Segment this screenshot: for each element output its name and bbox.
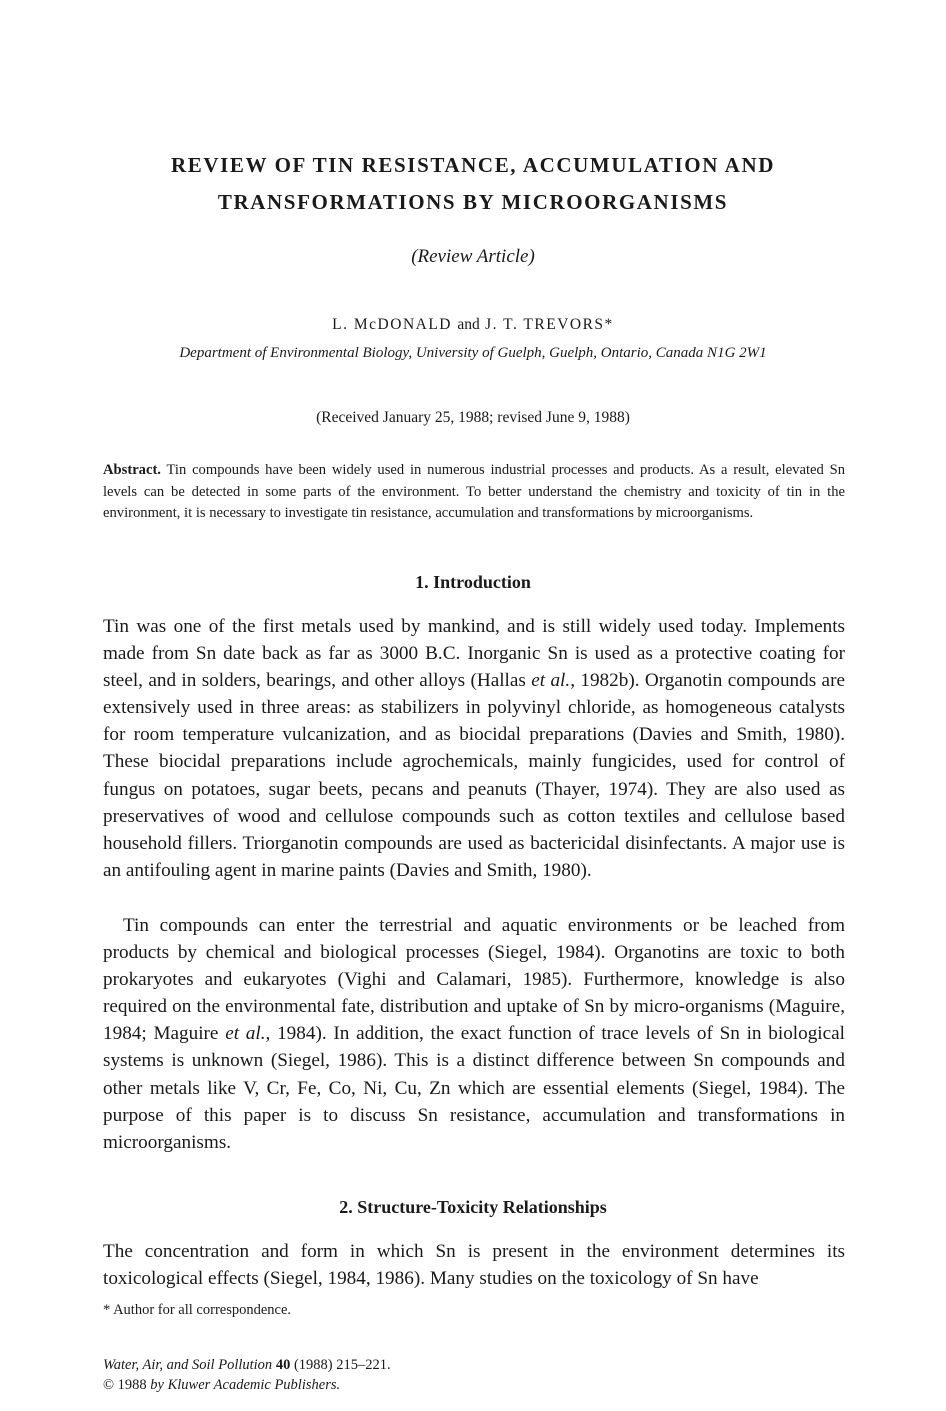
intro-p1-text-a: Tin was one of the first metals used by mankind, and is still widely used today. Implements made from Sn date back as far as 3000 B.C. Inorganic Sn is used as a protective coating for steel, and in solders, bearings, and other alloys (Hallas <box>103 616 845 692</box>
journal-name: Water, Air, and Soil Pollution <box>103 1357 273 1373</box>
journal-citation <box>103 1355 391 1395</box>
title-line-2: TRANSFORMATIONS BY MICROORGANISMS <box>217 190 729 214</box>
intro-p2-text-b: , 1984). In addition, the exact function of trace levels of Sn in biological systems is unknown (Siegel, 1986). This is a distinct difference between Sn compounds and other metals like V, Cr, Fe, Co, Ni, Cu, Zn which are essential elements (Siegel, 1984). The purpose of this paper is to discuss Sn resistance, accumulation and transformations in microorganisms. <box>103 1023 845 1153</box>
abstract <box>103 460 845 525</box>
intro-p2-etal: et al. <box>225 1023 266 1045</box>
intro-p1-text-b: , 1982b). Organotin compounds are extensively used in three areas: as stabilizers in polyvinyl chloride, as homogeneous catalysts for room temperature vulcanization, and as biocidal preparations (Davies and Smith, 1980). These biocidal preparations include agrochemicals, mainly fungicides, used for control of fungus on potatoes, sugar beets, pecans and peanuts (Thayer, 1974). They are also used as preservatives of wood and cellulose compounds such as cotton textiles and cellulose based household fillers. Triorganotin compounds are used as bactericidal disinfectants. A major use is an antifouling agent in marine paints (Davies and Smith, 1980). <box>103 670 845 881</box>
abstract-text: Tin compounds have been widely used in numerous industrial processes and products. As a result, elevated Sn levels can be detected in some parts of the environment. To better understand the chemistry and toxicity of tin in the environment, it is necessary to investigate tin resistance, accumulation and transformations by microorganisms. <box>103 462 845 522</box>
intro-p2-text-a: Tin compounds can enter the terrestrial and aquatic environments or be leached from products by chemical and biological processes (Siegel, 1984). Organotins are toxic to both prokaryotes and eukaryotes (Vighi and Calamari, 1985). Furthermore, knowledge is also required on the environmental fate, distribution and uptake of Sn by micro-organisms (Maguire, 1984; Maguire <box>103 915 845 1045</box>
journal-year-pages: (1988) 215–221. <box>290 1357 391 1373</box>
footnote: * Author for all correspondence. <box>103 1302 292 1318</box>
intro-p1-etal: et al. <box>531 670 571 692</box>
journal-line <box>103 1355 391 1375</box>
intro-paragraph-2 <box>103 912 845 1156</box>
section-heading-structure-toxicity: 2. Structure-Toxicity Relationships <box>339 1197 607 1217</box>
journal-volume: 40 <box>275 1357 291 1373</box>
copyright-line <box>103 1375 391 1395</box>
received-dates: (Received January 25, 1988; revised June 9, 1988) <box>316 409 630 426</box>
abstract-label: Abstract. <box>103 462 161 478</box>
publisher: by Kluwer Academic Publishers. <box>150 1377 341 1393</box>
intro-paragraph-1 <box>103 613 845 884</box>
authors <box>0 316 946 334</box>
author-1: L. McDONALD <box>332 316 452 333</box>
structure-paragraph-1: The concentration and form in which Sn is present in the environment determines its toxicological effects (Siegel, 1984, 1986). Many studies on the toxicology of Sn have <box>103 1241 845 1290</box>
article-type: (Review Article) <box>411 246 535 267</box>
section-heading-introduction: 1. Introduction <box>415 572 531 592</box>
affiliation: Department of Environmental Biology, University of Guelph, Guelph, Ontario, Canada N1G 2W1 <box>179 345 767 361</box>
author-and: and <box>457 316 480 333</box>
title-line-1: REVIEW OF TIN RESISTANCE, ACCUMULATION AND <box>171 153 775 177</box>
copyright-symbol-year: © 1988 <box>103 1377 151 1393</box>
author-2: J. T. TREVORS* <box>485 316 614 333</box>
